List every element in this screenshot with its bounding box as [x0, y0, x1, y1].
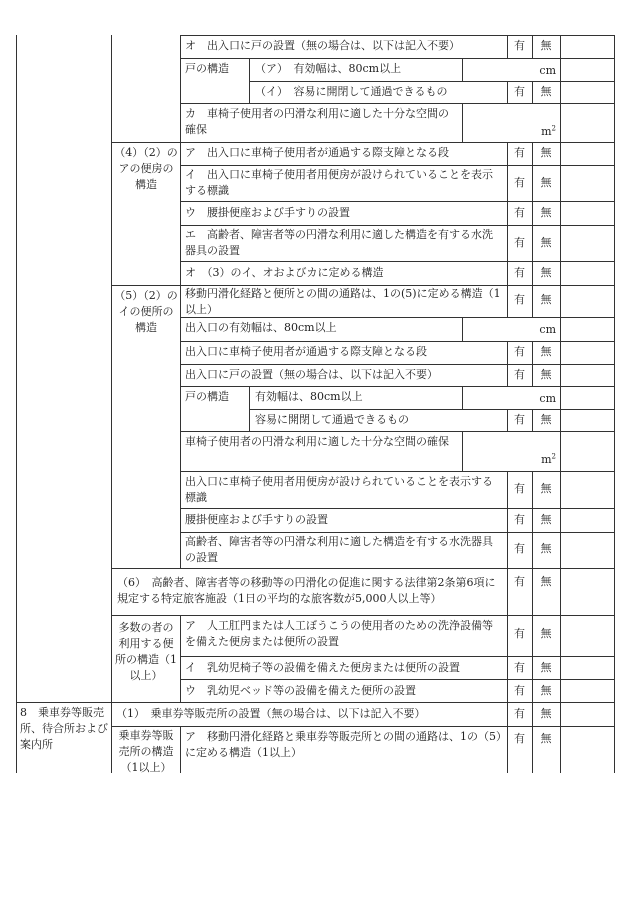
row-border: [180, 656, 614, 657]
col-border: [249, 386, 250, 431]
yes-mark: 有: [514, 236, 525, 249]
entrance-door-text: オ 出入口に戸の設置（無の場合は、以下は記入不要）: [185, 39, 460, 52]
col-border: [507, 142, 508, 317]
unit-m2-sup: 2: [551, 124, 556, 133]
yes-mark: 有: [514, 85, 525, 98]
yes-mark: 有: [514, 39, 525, 52]
no-mark: 無: [540, 206, 552, 219]
multi-i-text: イ 乳幼児椅子等の設備を備えた便房または便所の設置: [185, 661, 460, 674]
row-border: [111, 615, 614, 616]
col-border: [614, 35, 615, 773]
unit-cm: cm: [539, 392, 556, 405]
no-mark: 無: [540, 146, 552, 159]
row-border: [180, 471, 614, 472]
door-open-text: （イ） 容易に開閉して通過できるもの: [255, 85, 448, 98]
col-border: [180, 35, 181, 568]
row-border: [111, 568, 614, 569]
no-mark: 無: [540, 661, 552, 674]
row-border: [111, 142, 614, 143]
row-border: [180, 532, 614, 533]
sec5-door-open-text: 容易に開閉して通過できるもの: [255, 413, 409, 426]
row-border: [180, 103, 614, 104]
no-mark: 無: [540, 85, 552, 98]
row-border: [180, 508, 614, 509]
unit-cm: cm: [539, 64, 556, 77]
sec5-sign-text: 出入口に車椅子使用者用便房が設けられていることを表示する標識: [185, 475, 493, 504]
no-mark: 無: [540, 345, 552, 358]
section-6-text: （6） 高齢者、障害者等の移動等の円滑化の促進に関する法律第2条第6項に規定する特定旅客施設（1日の平均的な旅客数が5,000人以上等）: [117, 576, 496, 605]
col-border: [462, 58, 463, 81]
row-border: [180, 364, 614, 365]
no-mark: 無: [540, 293, 552, 306]
col-border: [560, 35, 561, 773]
sec4-seat-text: ウ 腰掛便座および手すりの設置: [185, 206, 350, 219]
sec4-ref-text: オ （3）のイ、オおよびカに定める構造: [185, 266, 384, 279]
row-border: [180, 165, 614, 166]
sec5-space-text: 車椅子使用者の円滑な利用に適した十分な空間の確保: [185, 435, 449, 448]
ticket-route-text: ア 移動円滑化経路と乗車券等販売所との間の通路は、1の（5）に定める構造（1以上）: [185, 730, 502, 759]
no-mark: 無: [540, 732, 552, 745]
ticket-structure-label: 乗車券等販売所の構造（1以上）: [118, 729, 174, 774]
row-border: [180, 341, 614, 342]
col-border: [111, 35, 112, 773]
no-mark: 無: [540, 368, 552, 381]
yes-mark: 有: [514, 146, 525, 159]
no-mark: 無: [540, 513, 552, 526]
sec5-door-text: 出入口に戸の設置（無の場合は、以下は記入不要）: [185, 368, 438, 381]
no-mark: 無: [540, 627, 552, 640]
row-border: [111, 726, 614, 727]
yes-mark: 有: [514, 575, 525, 588]
row-border: [180, 679, 614, 680]
ticket-office-text: （1） 乗車券等販売所の設置（無の場合は、以下は記入不要）: [116, 707, 426, 720]
multi-a-text: ア 人工肛門または人工ぼうこうの使用者のための洗浄設備等を備えた便房または便所の設置: [185, 619, 493, 648]
unit-cm: cm: [539, 323, 556, 336]
multi-u-text: ウ 乳幼児ベッド等の設備を備えた便所の設置: [185, 684, 416, 697]
row-border: [180, 58, 614, 59]
row-border: [180, 261, 614, 262]
sec5-door-structure-label: 戸の構造: [185, 390, 229, 403]
row-border: [180, 431, 614, 432]
no-mark: 無: [540, 575, 552, 588]
yes-mark: 有: [514, 345, 525, 358]
yes-mark: 有: [514, 627, 525, 640]
col-border: [532, 142, 533, 317]
yes-mark: 有: [514, 368, 525, 381]
yes-mark: 有: [514, 732, 525, 745]
col-border: [462, 386, 463, 409]
row-border: [180, 225, 614, 226]
no-mark: 無: [540, 707, 552, 720]
unit-m2: [520, 124, 556, 140]
no-mark: 無: [540, 542, 552, 555]
sec5-door-width-text: 有効幅は、80cm以上: [255, 390, 363, 403]
sec5-seat-text: 腰掛便座および手すりの設置: [185, 513, 328, 526]
sec4-faucet-text: エ 高齢者、障害者等の円滑な利用に適した構造を有する水洗器具の設置: [185, 228, 493, 257]
unit-m2-base: m: [541, 453, 552, 466]
col-border: [249, 58, 250, 103]
sec5-step-text: 出入口に車椅子使用者が通過する際支障となる段: [185, 345, 427, 358]
door-structure-label: 戸の構造: [185, 62, 229, 75]
section-8-label: 8 乗車券等販売所、待合所および案内所: [20, 706, 108, 751]
sec5-width-text: 出入口の有効幅は、80cm以上: [185, 321, 337, 334]
yes-mark: 有: [514, 482, 525, 495]
row-border: [180, 35, 614, 36]
sec4-sign-text: イ 出入口に車椅子使用者用便房が設けられていることを表示する標識: [185, 168, 493, 197]
row-border: [16, 702, 614, 703]
section-5-label: （5）（2）のイの便所の構造: [114, 289, 178, 334]
section-4-label: （4）（2）のアの便房の構造: [114, 146, 178, 191]
yes-mark: 有: [514, 176, 525, 189]
no-mark: 無: [540, 266, 552, 279]
yes-mark: 有: [514, 266, 525, 279]
row-border: [180, 386, 614, 387]
multi-toilet-label: 多数の者の利用する便所の構造（1以上）: [115, 621, 177, 682]
yes-mark: 有: [514, 206, 525, 219]
yes-mark: 有: [514, 707, 525, 720]
col-border: [462, 103, 463, 142]
door-width-text: （ア） 有効幅は、80cm以上: [255, 62, 402, 75]
no-mark: 無: [540, 236, 552, 249]
no-mark: 無: [540, 39, 552, 52]
yes-mark: 有: [514, 684, 525, 697]
no-mark: 無: [540, 482, 552, 495]
yes-mark: 有: [514, 513, 525, 526]
no-mark: 無: [540, 413, 552, 426]
row-border: [180, 201, 614, 202]
yes-mark: 有: [514, 413, 525, 426]
unit-m2-sup: 2: [551, 452, 556, 461]
col-border: [462, 431, 463, 471]
sec5-route-text: 移動円滑化経路と便所との間の通路は、1の(5)に定める構造（1以上）: [185, 287, 501, 316]
sec5-faucet-text: 高齢者、障害者等の円滑な利用に適した構造を有する水洗器具の設置: [185, 535, 493, 564]
sec4-step-text: ア 出入口に車椅子使用者が通過する際支障となる段: [185, 146, 449, 159]
space-text: カ 車椅子使用者の円滑な利用に適した十分な空間の確保: [185, 107, 449, 136]
yes-mark: 有: [514, 661, 525, 674]
col-border: [180, 726, 181, 773]
col-border: [462, 317, 463, 341]
col-border: [180, 615, 181, 702]
unit-m2: [520, 452, 556, 468]
col-border: [16, 35, 17, 773]
yes-mark: 有: [514, 293, 525, 306]
no-mark: 無: [540, 684, 552, 697]
unit-m2-base: m: [541, 125, 552, 138]
no-mark: 無: [540, 176, 552, 189]
yes-mark: 有: [514, 542, 525, 555]
